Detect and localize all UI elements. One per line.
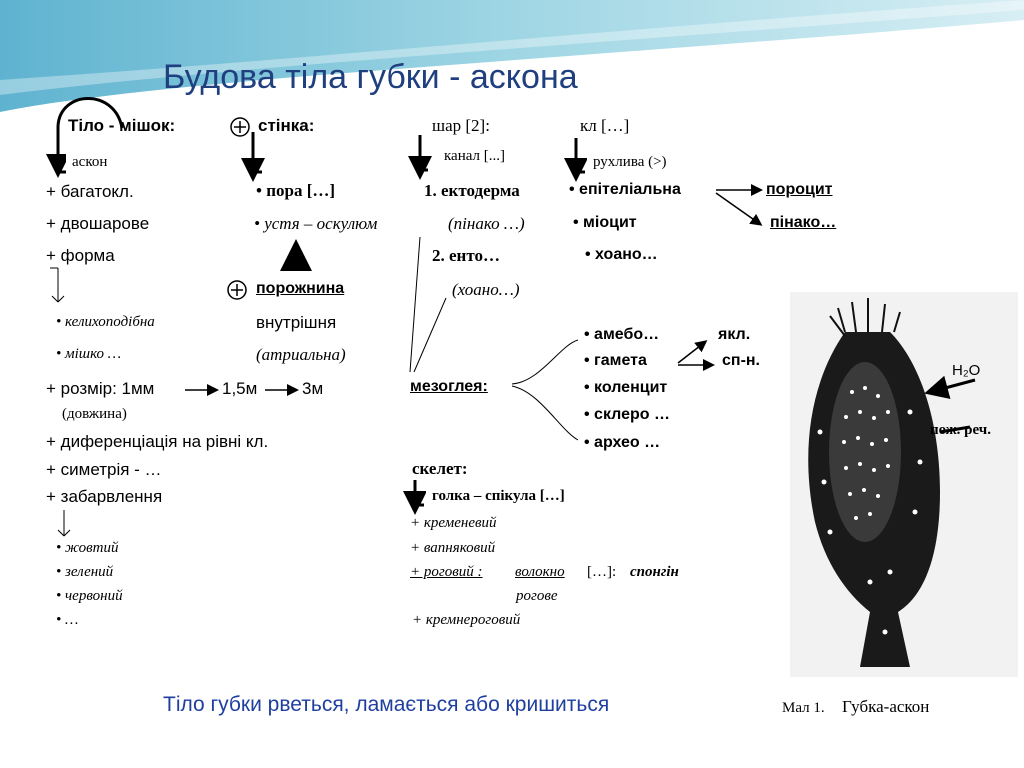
size-value-2: 1,5м (222, 379, 258, 398)
h2o-label: H₂O (952, 362, 981, 379)
atrial-item: (атриальна) (256, 345, 346, 364)
ecto-item: 1. ектодерма (424, 181, 520, 200)
multicell-item: + багатокл. (46, 182, 134, 201)
pinako-item: (пінако …) (448, 214, 525, 233)
spn-label: сп-н. (722, 352, 760, 369)
meso-cell-3: • коленцит (584, 379, 668, 396)
color-red: • червоний (56, 588, 123, 604)
size-value-3: 3м (302, 379, 324, 398)
needle-box: голка – спікула […] (426, 486, 571, 508)
twolayer-item: + двошарове (46, 214, 150, 233)
header-wall: стінка: (258, 116, 315, 135)
figure-caption: Губка-аскон (842, 697, 930, 716)
inner-item: внутрішня (256, 313, 337, 332)
page-title: Будова тіла губки - аскона (163, 58, 578, 96)
silica-item: + кременевий (410, 515, 497, 531)
mouth-item: • устя – оскулюм (254, 214, 378, 233)
fiber-item: волокно (515, 564, 565, 580)
pore-item: • пора […] (256, 181, 336, 200)
form-item-2: • мішко … (56, 346, 122, 362)
header-cell: кл […] (580, 116, 630, 135)
color-more: • … (56, 612, 79, 628)
meso-cell-4: • склеро … (584, 406, 670, 423)
myocyte-item: • міоцит (573, 214, 637, 231)
form-item: + форма (46, 246, 115, 265)
horny-item: рогове (516, 588, 558, 604)
lime-item: + вапняковий (410, 540, 496, 556)
ento-item: 2. енто… (432, 246, 500, 265)
porocyte-item: пороцит (766, 181, 833, 198)
diff-item: + диференціація на рівні кл. (46, 432, 269, 451)
food-label: пож. реч. (930, 422, 991, 438)
cavity-item: порожнина (256, 280, 345, 297)
meso-cell-5: • архео … (584, 434, 661, 451)
choano-layer-item: (хоано…) (452, 280, 520, 299)
choano-cell-item: • хоано… (585, 246, 658, 263)
color-green: • зелений (56, 564, 114, 580)
figure-caption-prefix: Мал 1. (782, 700, 825, 716)
size-item: + розмір: 1мм (46, 379, 155, 398)
fiber-rest: […]: (587, 564, 617, 580)
meso-cell-2: • гамета (584, 352, 647, 369)
ascon-box: аскон (66, 152, 168, 176)
meso-cell-1: • амебо… (584, 326, 660, 343)
spongin-item: спонгін (630, 564, 679, 580)
mobile-box: рухлива (>) (587, 152, 725, 174)
symmetry-item: + симетрія - … (46, 460, 162, 479)
color-yellow: • жовтий (56, 540, 119, 556)
ykl-label: якл. (718, 326, 751, 343)
size-note: (довжина) (62, 406, 127, 422)
horn-item: + роговий : (410, 564, 483, 580)
epithelial-item: • епітеліальна (569, 181, 681, 198)
canal-box: канал [...] (438, 146, 536, 168)
form-item-1: • келихоподібна (56, 314, 155, 330)
pinaco-item: пінако… (770, 214, 837, 231)
header-layer: шар [2]: (432, 116, 490, 135)
sponge-illustration (790, 292, 1018, 677)
footer-text: Тіло губки рветься, ламається або кришиться (163, 693, 610, 716)
silicohorn-item: + кремнероговий (412, 612, 521, 628)
mesoglea-item: мезоглея: (410, 378, 488, 395)
color-item: + забарвлення (46, 487, 163, 506)
skeleton-title: скелет: (412, 459, 468, 478)
header-body: Тіло - мішок: (68, 116, 176, 135)
